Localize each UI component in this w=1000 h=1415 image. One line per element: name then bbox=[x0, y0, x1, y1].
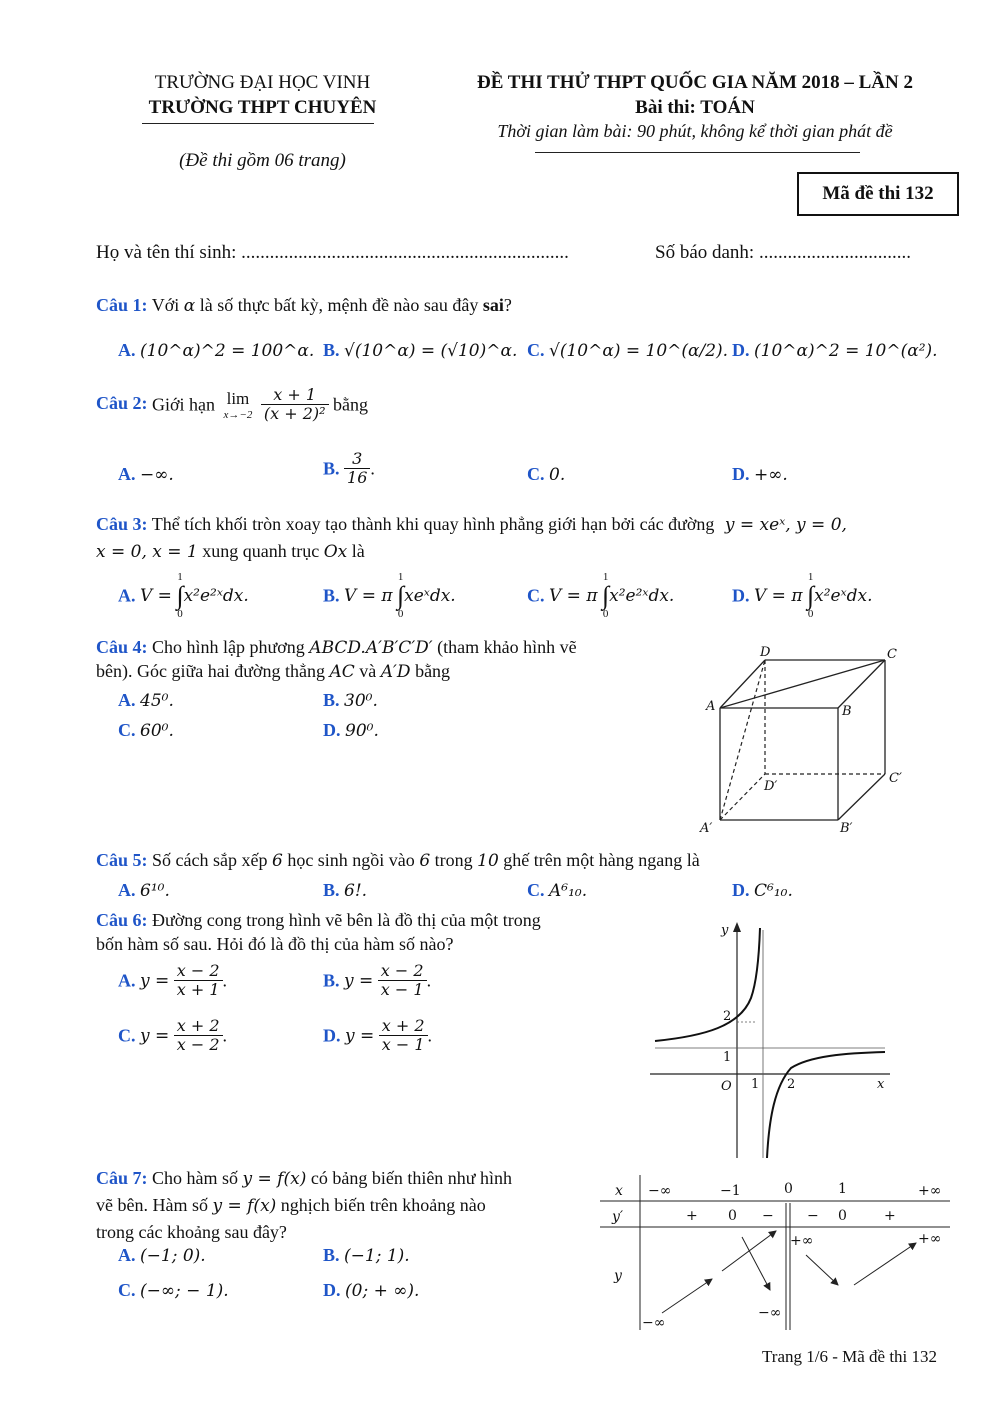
q2-option-c[interactable]: C. 0. bbox=[527, 464, 566, 485]
table-y-pos-inf-mid: +∞ bbox=[790, 1233, 814, 1249]
exam-title: ĐỀ THI THỬ THPT QUỐC GIA NĂM 2018 – LẦN 2 bbox=[476, 72, 913, 93]
q1-alpha: α bbox=[183, 296, 196, 316]
page-footer: Trang 1/6 - Mã đề thi 132 bbox=[762, 1347, 938, 1366]
q3-option-a[interactable]: A. V = 1 ∫ 0 x²e²ˣdx. bbox=[118, 571, 249, 620]
table-x-zero: 0 bbox=[784, 1181, 793, 1197]
q6-stem-line1: Câu 6: Đường cong trong hình vẽ bên là đồ thị của một trong bbox=[96, 910, 541, 930]
q5-option-b[interactable]: B. 6!. bbox=[323, 880, 368, 901]
table-x-neg1: −1 bbox=[720, 1183, 741, 1199]
table-y-neg-inf-left: −∞ bbox=[642, 1315, 666, 1331]
q6-option-b[interactable]: B. y = $\frac{x - 2}{x - 1}$ . bbox=[323, 961, 432, 1000]
q2-fraction: $\frac{x + 1}{\text{(x + 2)²}}$ bbox=[261, 386, 329, 424]
header-divider-right bbox=[535, 152, 860, 153]
q6-option-d[interactable]: D. y = $\frac{x + 2}{x - 1}$ . bbox=[323, 1016, 433, 1055]
q4-option-d[interactable]: D. 90⁰. bbox=[323, 720, 379, 741]
q3-stem-line2: x = 0, x = 1 xung quanh trục Ox là bbox=[96, 541, 365, 562]
graph-origin-label: O bbox=[721, 1079, 732, 1094]
q5-option-a[interactable]: A. 6¹⁰. bbox=[118, 880, 170, 901]
q1-option-c[interactable]: C. √(10^α) = 10^(α/2). bbox=[527, 340, 729, 361]
exam-subject: Bài thi: TOÁN bbox=[635, 97, 755, 118]
q3-stem-line1: Câu 3: Thể tích khối tròn xoay tạo thành khi quay hình phẳng giới hạn bởi các đường y = xeˣ, y = 0, bbox=[96, 514, 847, 535]
q2-text-a: Giới hạn bbox=[152, 394, 216, 415]
q1-text-end: ? bbox=[503, 295, 512, 315]
q4-option-b[interactable]: B. 30⁰. bbox=[323, 690, 378, 711]
q6-option-a[interactable]: A. y = $\frac{x - 2}{x + 1}$ . bbox=[118, 961, 228, 1000]
header-divider-left bbox=[142, 123, 374, 124]
q6-label: Câu 6: bbox=[96, 910, 148, 930]
cube-label-b1: B′ bbox=[840, 821, 853, 836]
table-y-pos-inf-right: +∞ bbox=[918, 1231, 942, 1247]
q1-text-a: Với bbox=[151, 295, 180, 315]
q5-option-c[interactable]: C. A⁶₁₀. bbox=[527, 880, 588, 901]
q4-option-a[interactable]: A. 45⁰. bbox=[118, 690, 174, 711]
q3-option-c[interactable]: C. V = π 1 ∫ 0 x²e²ˣdx. bbox=[527, 571, 675, 620]
q3-label: Câu 3: bbox=[96, 514, 148, 534]
table-x-neg-inf: −∞ bbox=[648, 1183, 672, 1199]
q1-option-a[interactable]: A. (10^α)^2 = 100^α. bbox=[118, 340, 315, 361]
q1-stem bbox=[96, 295, 512, 316]
q1-option-d[interactable]: D. (10^α)^2 = 10^(α²). bbox=[732, 340, 938, 361]
table-sign-4: − bbox=[807, 1208, 819, 1224]
graph-tick-y2: 2 bbox=[723, 1009, 732, 1024]
q2-limit: lim x→−2 bbox=[223, 388, 253, 421]
cube-label-d: D bbox=[760, 645, 771, 660]
q7-option-c[interactable]: C. (−∞; − 1). bbox=[118, 1280, 229, 1301]
table-yprime-label: y′ bbox=[612, 1209, 624, 1225]
cube-label-c1: C′ bbox=[889, 771, 902, 786]
q1-option-b[interactable]: B. √(10^α) = (√10)^α. bbox=[323, 340, 518, 361]
time-note: Thời gian làm bài: 90 phút, không kể thời gian phát đề bbox=[497, 121, 893, 141]
cube-label-a: A bbox=[706, 699, 716, 714]
q4-stem-line2: bên). Góc giữa hai đường thẳng AC và A′D bằng bbox=[96, 661, 451, 682]
q3-option-b[interactable]: B. V = π 1 ∫ 0 xeˣdx. bbox=[323, 571, 456, 620]
q3-option-d[interactable]: D. V = π 1 ∫ 0 x²eˣdx. bbox=[732, 571, 873, 620]
table-sign-1: + bbox=[686, 1208, 698, 1224]
q5-stem: Câu 5: Số cách sắp xếp 6 học sinh ngồi vào 6 trong 10 ghế trên một hàng ngang là bbox=[96, 850, 700, 871]
q6-option-c[interactable]: C. y = $\frac{x + 2}{x - 2}$ . bbox=[118, 1016, 228, 1055]
table-x-label: x bbox=[615, 1183, 623, 1199]
q2-label: Câu 2: bbox=[96, 393, 148, 414]
curve-left-branch bbox=[655, 928, 760, 1041]
graph-y-label: y bbox=[721, 923, 729, 938]
arrow-up-3 bbox=[854, 1243, 916, 1285]
table-sign-2: 0 bbox=[728, 1208, 737, 1224]
table-sign-5: 0 bbox=[838, 1208, 847, 1224]
school-subname: TRƯỜNG THPT CHUYÊN bbox=[148, 97, 377, 118]
q4-stem-line1: Câu 4: Cho hình lập phương ABCD.A′B′C′D′ (tham khảo hình vẽ bbox=[96, 637, 577, 658]
variation-table bbox=[600, 1175, 955, 1335]
q6-stem-line2: bốn hàm số sau. Hỏi đó là đồ thị của hàm số nào? bbox=[96, 934, 454, 954]
q2-option-a[interactable]: A. −∞. bbox=[118, 464, 174, 485]
q2-text-b: bằng bbox=[333, 394, 369, 415]
q7-option-d[interactable]: D. (0; + ∞). bbox=[323, 1280, 420, 1301]
q5-label: Câu 5: bbox=[96, 850, 148, 870]
q7-option-b[interactable]: B. (−1; 1). bbox=[323, 1245, 410, 1266]
q1-text-b: là số thực bất kỳ, mệnh đề nào sau đây bbox=[199, 295, 479, 315]
q4-option-c[interactable]: C. 60⁰. bbox=[118, 720, 174, 741]
q1-label: Câu 1: bbox=[96, 295, 148, 315]
graph-tick-y1: 1 bbox=[723, 1050, 732, 1065]
table-y-neg-inf-mid: −∞ bbox=[758, 1305, 782, 1321]
q7-stem-line2: vẽ bên. Hàm số y = f(x) nghịch biến trên khoảng nào bbox=[96, 1195, 486, 1216]
table-x-pos-inf: +∞ bbox=[918, 1183, 942, 1199]
exam-code-box: Mã đề thi 132 bbox=[797, 172, 959, 216]
q4-label: Câu 4: bbox=[96, 637, 148, 657]
q2-option-b[interactable]: B. $\frac{3}{16}$ . bbox=[323, 449, 375, 488]
cube-label-d1: D′ bbox=[764, 779, 778, 794]
arrow-down-2 bbox=[806, 1255, 838, 1285]
curve-right-branch bbox=[767, 1052, 885, 1158]
q2-stem bbox=[96, 386, 368, 424]
cube-label-c: C bbox=[887, 647, 897, 662]
graph-x-label: x bbox=[877, 1077, 885, 1092]
q5-option-d[interactable]: D. C⁶₁₀. bbox=[732, 880, 793, 901]
graph-tick-x1: 1 bbox=[751, 1077, 760, 1092]
cube-figure bbox=[690, 640, 920, 840]
student-id-field: Số báo danh: ................................ bbox=[655, 242, 911, 263]
graph-tick-x2: 2 bbox=[787, 1077, 796, 1092]
pages-note: (Đề thi gồm 06 trang) bbox=[179, 150, 346, 171]
q1-text-bold: sai bbox=[482, 295, 504, 315]
arrow-down-1 bbox=[742, 1237, 770, 1290]
table-x-one: 1 bbox=[838, 1181, 847, 1197]
q7-label: Câu 7: bbox=[96, 1168, 148, 1188]
q7-stem-line1: Câu 7: Cho hàm số y = f(x) có bảng biến thiên như hình bbox=[96, 1168, 513, 1189]
student-name-field: Họ và tên thí sinh: ..................................................................... bbox=[96, 242, 569, 263]
cube-label-b: B bbox=[842, 704, 852, 719]
cube-label-a1: A′ bbox=[700, 821, 713, 836]
arrow-up-1 bbox=[662, 1279, 712, 1313]
q7-option-a[interactable]: A. (−1; 0). bbox=[118, 1245, 206, 1266]
table-sign-6: + bbox=[884, 1208, 896, 1224]
q6-graph bbox=[645, 918, 895, 1163]
q7-stem-line3: trong các khoảng sau đây? bbox=[96, 1222, 287, 1242]
table-y-label: y bbox=[614, 1268, 622, 1284]
table-sign-3: − bbox=[762, 1208, 774, 1224]
q2-option-d[interactable]: D. +∞. bbox=[732, 464, 788, 485]
school-name: TRƯỜNG ĐẠI HỌC VINH bbox=[154, 72, 371, 93]
